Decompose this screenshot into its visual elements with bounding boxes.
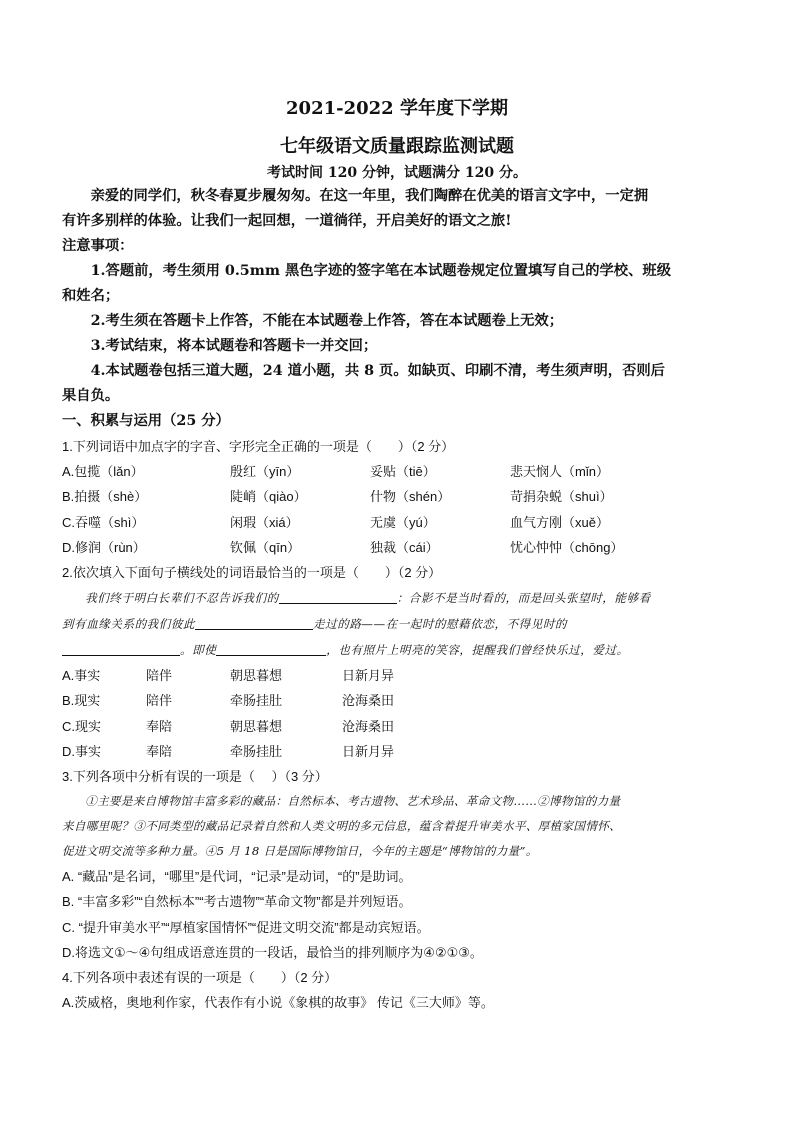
- note-1a: 1.答题前，考生须用 0.5mm 黑色字迹的签字笔在本试题卷规定位置填写自己的学校、班级: [90, 263, 671, 279]
- intro-line-2: 有许多别样的体验。让我们一起回想，一道徜徉，开启美好的语文之旅!: [62, 213, 512, 229]
- note-1b: 和姓名；: [62, 288, 120, 304]
- q2-option-a: A.事实 陪伴 朝思暮想 日新月异: [62, 668, 395, 684]
- q3-option-c: C. “提升审美水平”“厚植家国情怀”“促进文明交流”都是动宾短语。: [62, 919, 430, 935]
- note-3: 3.考试结束，将本试题卷和答题卡一并交回；: [90, 338, 378, 354]
- q2-option-d: D.事实 奉陪 牵肠挂肚 日新月异: [62, 743, 395, 759]
- q1-option-a: A.包揽（lǎn） 殷红（yīn） 妥贴（tiē） 悲天悯人（mǐn）: [62, 464, 609, 480]
- q3-option-a: A. “藏品”是名词，“哪里”是代词，“记录”是动词，“的”是助词。: [62, 869, 412, 885]
- note-2: 2.考生须在答题卡上作答，不能在本试题卷上作答，答在本试题卷上无效；: [90, 313, 564, 329]
- q2-passage-line-2: 到有血缘关系的我们彼此 走过的路——在一起时的慰藉依恋，不得见时的: [62, 617, 568, 632]
- q1-option-d: D.修润（rùn） 钦佩（qīn） 独裁（cái） 忧心忡忡（chōng）: [62, 539, 624, 555]
- section-1-heading: 一、积累与运用（25 分）: [62, 413, 230, 429]
- fill-blank-2[interactable]: [195, 615, 313, 630]
- q4-option-a: A.茨威格，奥地利作家，代表作有小说《象棋的故事》 传记《三大师》等。: [62, 995, 494, 1011]
- q3-passage-3: 促进文明交流等多种力量。④5 月 18 日是国际博物馆日，今年的主题是“博物馆的力量”。: [62, 844, 538, 859]
- q2-passage-line-3: 。即使 ，也有照片上明亮的笑容，提醒我们曾经快乐过，爱过。: [62, 637, 732, 663]
- note-4b: 果自负。: [62, 388, 120, 404]
- exam-page: [62, 96, 732, 1015]
- q3-passage-1: ①主要是来自博物馆丰富多彩的藏品：自然标本、考古遗物、艺术珍品、革命文物……②博物馆的力量: [85, 794, 621, 809]
- note-4a: 4.本试题卷包括三道大题，24 道小题，共 8 页。如缺页、印刷不清，考生须声明，否则后: [90, 363, 665, 379]
- q2-option-b: B.现实 陪伴 牵肠挂肚 沧海桑田: [62, 693, 395, 709]
- notes-heading: 注意事项：: [62, 238, 134, 254]
- year-title: 2021-2022 学年度下学期: [286, 98, 508, 119]
- q3-option-b: B. “丰富多彩”“自然标本”“考古遗物”“革命文物”都是并列短语。: [62, 894, 412, 910]
- intro-line-1: 亲爱的同学们，秋冬春夏步履匆匆。在这一年里，我们陶醉在优美的语言文字中，一定拥: [90, 188, 649, 204]
- q1-option-b: B.拍摄（shè） 陡峭（qiào） 什物（shén） 苛捐杂蜕（shuì）: [62, 489, 613, 505]
- fill-blank-4[interactable]: [216, 641, 326, 656]
- q1-option-c: C.吞噬（shì） 闲瑕（xiá） 无虞（yú） 血气方刚（xuě）: [62, 514, 609, 530]
- q4-stem: 4.下列各项中表述有误的一项是（ ）（2 分）: [62, 970, 338, 986]
- fill-blank-1[interactable]: [279, 589, 397, 604]
- exam-title: 七年级语文质量跟踪监测试题: [280, 136, 514, 157]
- fill-blank-3[interactable]: [62, 641, 180, 656]
- q2-passage: 我们终于明白长辈们不忍告诉我们的 ：合影不是当时看的，而是回头张望时，能够看: [85, 591, 651, 606]
- q1-stem: 1.下列词语中加点字的字音、字形完全正确的一项是（ ）（2 分）: [62, 439, 455, 454]
- q2-option-c: C.现实 奉陪 朝思暮想 沧海桑田: [62, 718, 395, 734]
- q3-stem: 3.下列各项中分析有误的一项是（ ）（3 分）: [62, 769, 328, 785]
- q2-stem: 2.依次填入下面句子横线处的词语最恰当的一项是（ ）（2 分）: [62, 565, 442, 581]
- exam-info: 考试时间 120 分钟，试题满分 120 分。: [267, 165, 527, 181]
- q3-option-d: D.将选文①～④句组成语意连贯的一段话，最恰当的排列顺序为④②①③。: [62, 944, 483, 960]
- q3-passage-2: 来自哪里呢？③不同类型的藏品记录着自然和人类文明的多元信息，蕴含着提升审美水平、厚植家国情怀、: [62, 819, 622, 834]
